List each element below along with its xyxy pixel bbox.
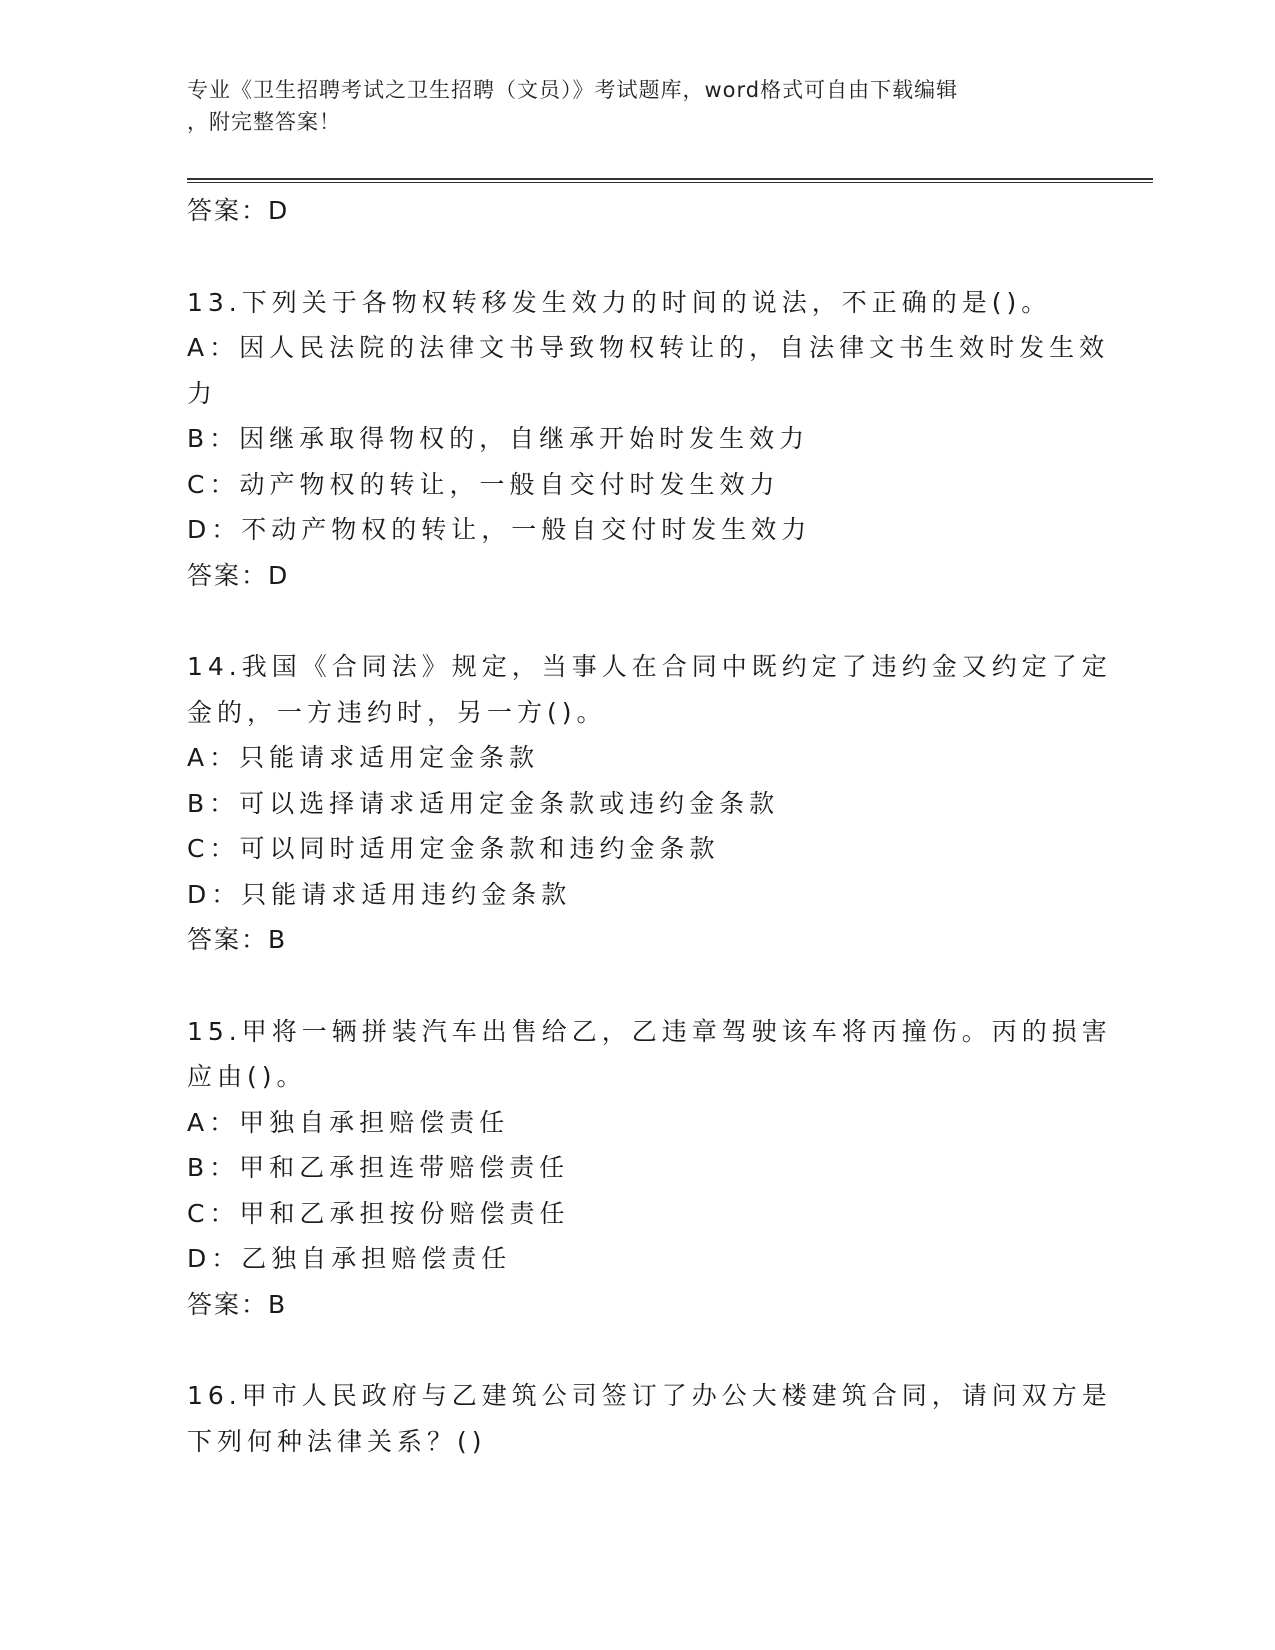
option-b: B：甲和乙承担连带赔偿责任 bbox=[187, 1153, 570, 1182]
question-16 bbox=[187, 1373, 1112, 1464]
question-14 bbox=[187, 644, 1112, 963]
option-c: C：甲和乙承担按份赔偿责任 bbox=[187, 1198, 570, 1228]
spacer bbox=[187, 234, 1087, 280]
header-line-1: 专业《卫生招聘考试之卫生招聘（文员）》考试题库，word格式可自由下载编辑 bbox=[187, 78, 959, 102]
option-d: D：乙独自承担赔偿责任 bbox=[187, 1244, 512, 1273]
option-d: D：只能请求适用违约金条款 bbox=[187, 879, 572, 909]
question-stem: 13.下列关于各物权转移发生效力的时间的说法，不正确的是()。 bbox=[187, 287, 1052, 317]
spacer bbox=[187, 1327, 1087, 1373]
spacer bbox=[187, 963, 1087, 1009]
question-15 bbox=[187, 1009, 1112, 1328]
option-a: A：只能请求适用定金条款 bbox=[187, 743, 540, 772]
option-c: C：可以同时适用定金条款和违约金条款 bbox=[187, 834, 720, 863]
question-stem: 15.甲将一辆拼装汽车出售给乙，乙违章驾驶该车将丙撞伤。丙的损害 bbox=[187, 1016, 1112, 1046]
question-stem: 16.甲市人民政府与乙建筑公司签订了办公大楼建筑合同，请问双方是 bbox=[187, 1381, 1112, 1410]
question-stem-continued: 下列何种法律关系？() bbox=[187, 1426, 487, 1456]
option-d: D：不动产物权的转让，一般自交付时发生效力 bbox=[187, 515, 812, 544]
question-13 bbox=[187, 280, 1110, 599]
question-list bbox=[187, 188, 1112, 1464]
question-stem-continued: 应由()。 bbox=[187, 1062, 307, 1091]
answer: 答案：B bbox=[187, 1289, 288, 1319]
question-stem: 14.我国《合同法》规定，当事人在合同中既约定了违约金又约定了定 bbox=[187, 652, 1112, 681]
option-a: A：甲独自承担赔偿责任 bbox=[187, 1107, 510, 1137]
header-line-2: ，附完整答案！ bbox=[187, 110, 341, 134]
option-c: C：动产物权的转让，一般自交付时发生效力 bbox=[187, 469, 780, 499]
document-header bbox=[187, 74, 1067, 138]
option-b: B：因继承取得物权的，自继承开始时发生效力 bbox=[187, 424, 810, 453]
previous-answer: 答案：D bbox=[187, 196, 290, 225]
header-divider bbox=[187, 178, 1153, 183]
option-b: B：可以选择请求适用定金条款或违约金条款 bbox=[187, 788, 780, 818]
spacer bbox=[187, 598, 1087, 644]
answer: 答案：B bbox=[187, 925, 288, 954]
question-stem-continued: 金的，一方违约时，另一方()。 bbox=[187, 697, 607, 727]
option-a: A：因人民法院的法律文书导致物权转让的，自法律文书生效时发生效 bbox=[187, 333, 1110, 362]
answer: 答案：D bbox=[187, 560, 290, 590]
option-a-continued: 力 bbox=[187, 378, 218, 408]
